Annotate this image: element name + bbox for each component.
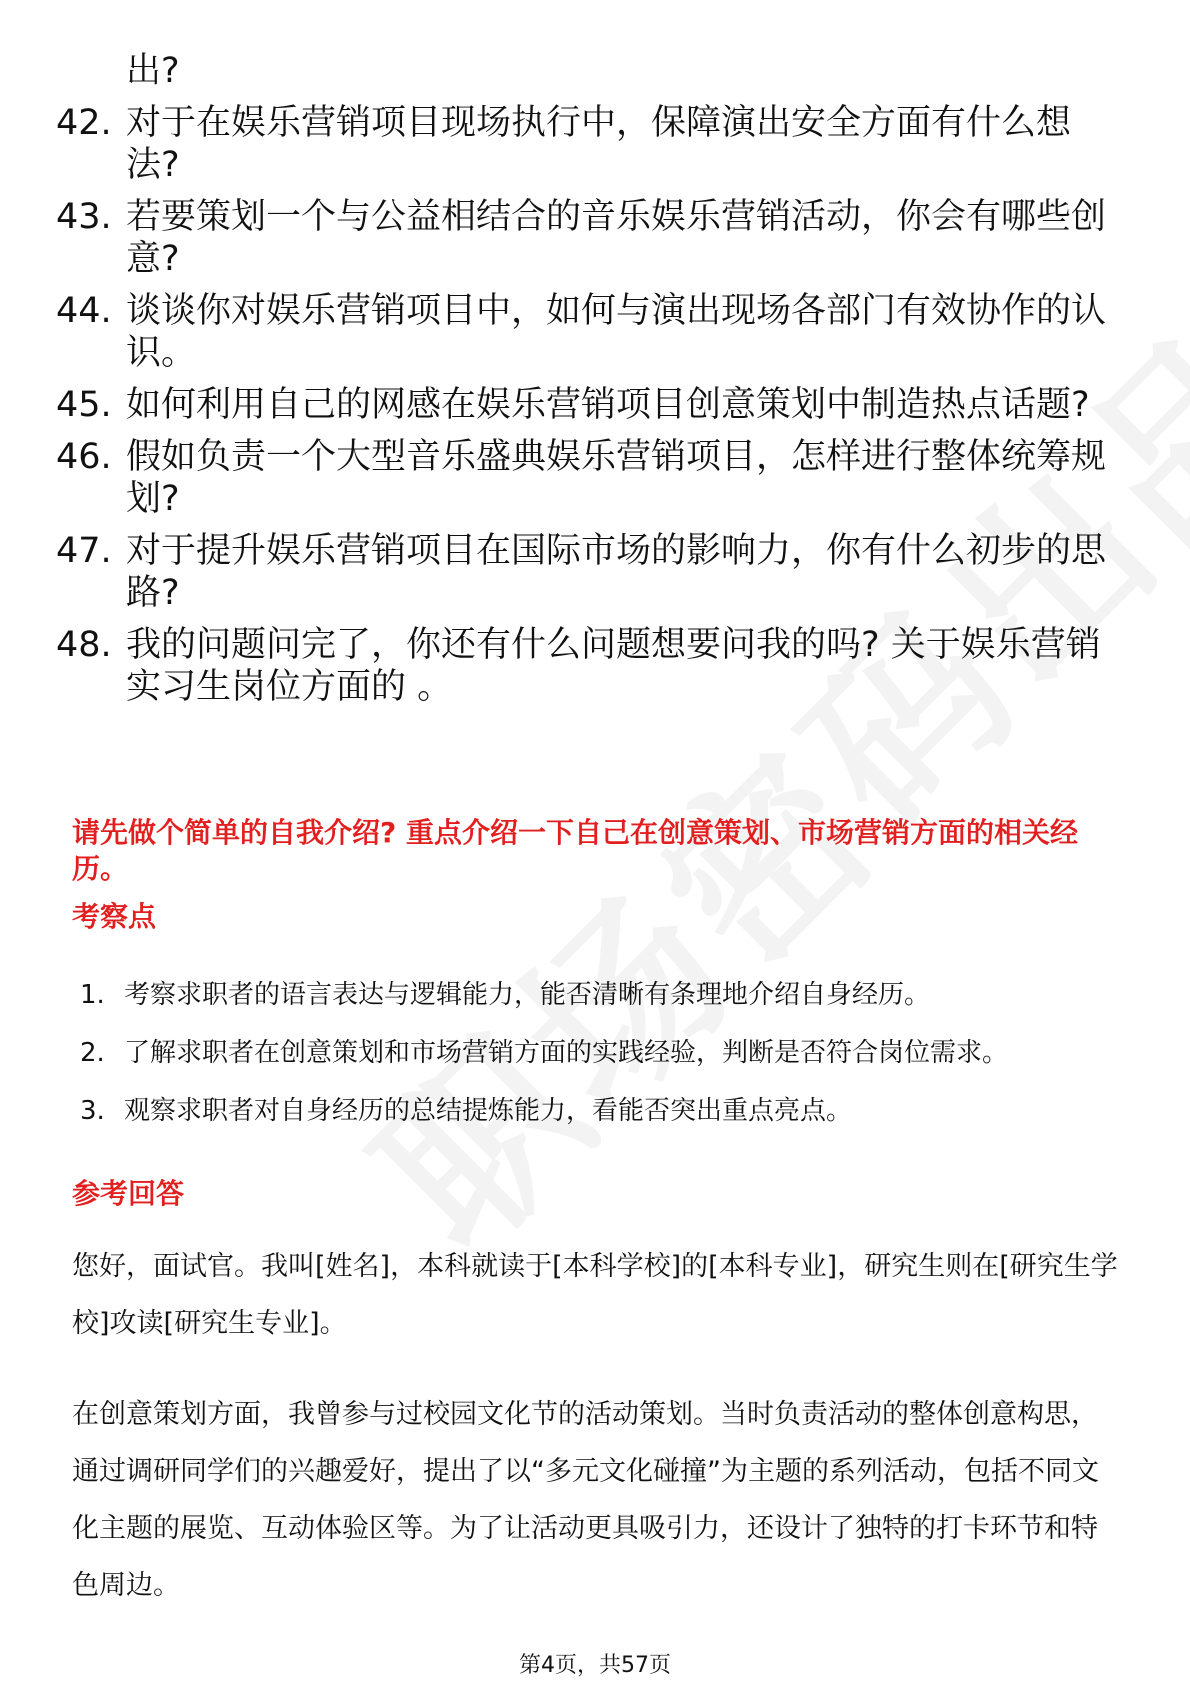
point-text: 观察求职者对自身经历的总结提炼能力，看能否突出重点亮点。 <box>124 1096 853 1126</box>
question-line: 对于提升娱乐营销项目在国际市场的影响力，你有什么初步的思 <box>126 531 1107 571</box>
assessment-points <box>80 978 1130 1152</box>
question-line: 路? <box>126 573 180 613</box>
question-line: 划? <box>126 479 180 519</box>
assessment-point <box>80 978 1130 1012</box>
question-item <box>56 530 1116 614</box>
question-item <box>56 384 1116 426</box>
question-number: 45. <box>56 385 112 425</box>
answer-paragraph: 您好，面试官。我叫[姓名]，本科就读于[本科学校]的[本科专业]，研究生则在[研究生学校]攻读[研究生专业]。 <box>72 1251 1118 1339</box>
question-number: 48. <box>56 625 112 665</box>
question-line: 假如负责一个大型音乐盛典娱乐营销项目，怎样进行整体统筹规 <box>126 437 1107 477</box>
question-item <box>56 624 1116 708</box>
answer-paragraph: 在创意策划方面，我曾参与过校园文化节的活动策划。当时负责活动的整体创意构思，通过调研同学们的兴趣爱好，提出了以“多元文化碰撞”为主题的系列活动，包括不同文化主题的展览、互动体验区等。为了让活动更具吸引力，还设计了独特的打卡环节和特色周边。 <box>72 1399 1099 1601</box>
page-footer: 第4页，共57页 <box>519 1653 671 1678</box>
question-number: 46. <box>56 437 112 477</box>
assessment-point <box>80 1036 1130 1070</box>
question-line: 我的问题问完了，你还有什么问题想要问我的吗? 关于娱乐营销 <box>126 625 1101 665</box>
reference-title: 参考回答 <box>72 1177 185 1210</box>
question-line: 识。 <box>126 333 197 373</box>
question-item <box>56 436 1116 520</box>
point-number: 3. <box>80 1096 105 1126</box>
point-number: 2. <box>80 1038 105 1068</box>
question-list <box>56 50 1116 718</box>
question-item <box>56 102 1116 186</box>
point-text: 考察求职者的语言表达与逻辑能力，能否清晰有条理地介绍自身经历。 <box>124 980 931 1010</box>
question-number: 43. <box>56 197 112 237</box>
question-heading: 请先做个简单的自我介绍? 重点介绍一下自己在创意策划、市场营销方面的相关经历。 <box>72 816 1078 885</box>
question-number: 42. <box>56 103 112 143</box>
assessment-point <box>80 1094 1130 1128</box>
question-number: 47. <box>56 531 112 571</box>
question-line: 谈谈你对娱乐营销项目中，如何与演出现场各部门有效协作的认 <box>126 291 1107 331</box>
question-line: 对于在娱乐营销项目现场执行中，保障演出安全方面有什么想 <box>126 103 1072 143</box>
question-line: 意? <box>126 239 180 279</box>
assessment-title: 考察点 <box>72 900 157 933</box>
question-item <box>56 196 1116 280</box>
question-line: 若要策划一个与公益相结合的音乐娱乐营销活动，你会有哪些创 <box>126 197 1107 237</box>
question-line: 如何利用自己的网感在娱乐营销项目创意策划中制造热点话题? <box>126 385 1090 425</box>
question-item <box>56 290 1116 374</box>
point-text: 了解求职者在创意策划和市场营销方面的实践经验，判断是否符合岗位需求。 <box>124 1038 1009 1068</box>
point-number: 1. <box>80 980 105 1010</box>
question-line: 法? <box>126 145 180 185</box>
question-number: 44. <box>56 291 112 331</box>
question-line: 实习生岗位方面的 。 <box>126 667 453 707</box>
question-41-tail: 出? <box>126 51 180 91</box>
